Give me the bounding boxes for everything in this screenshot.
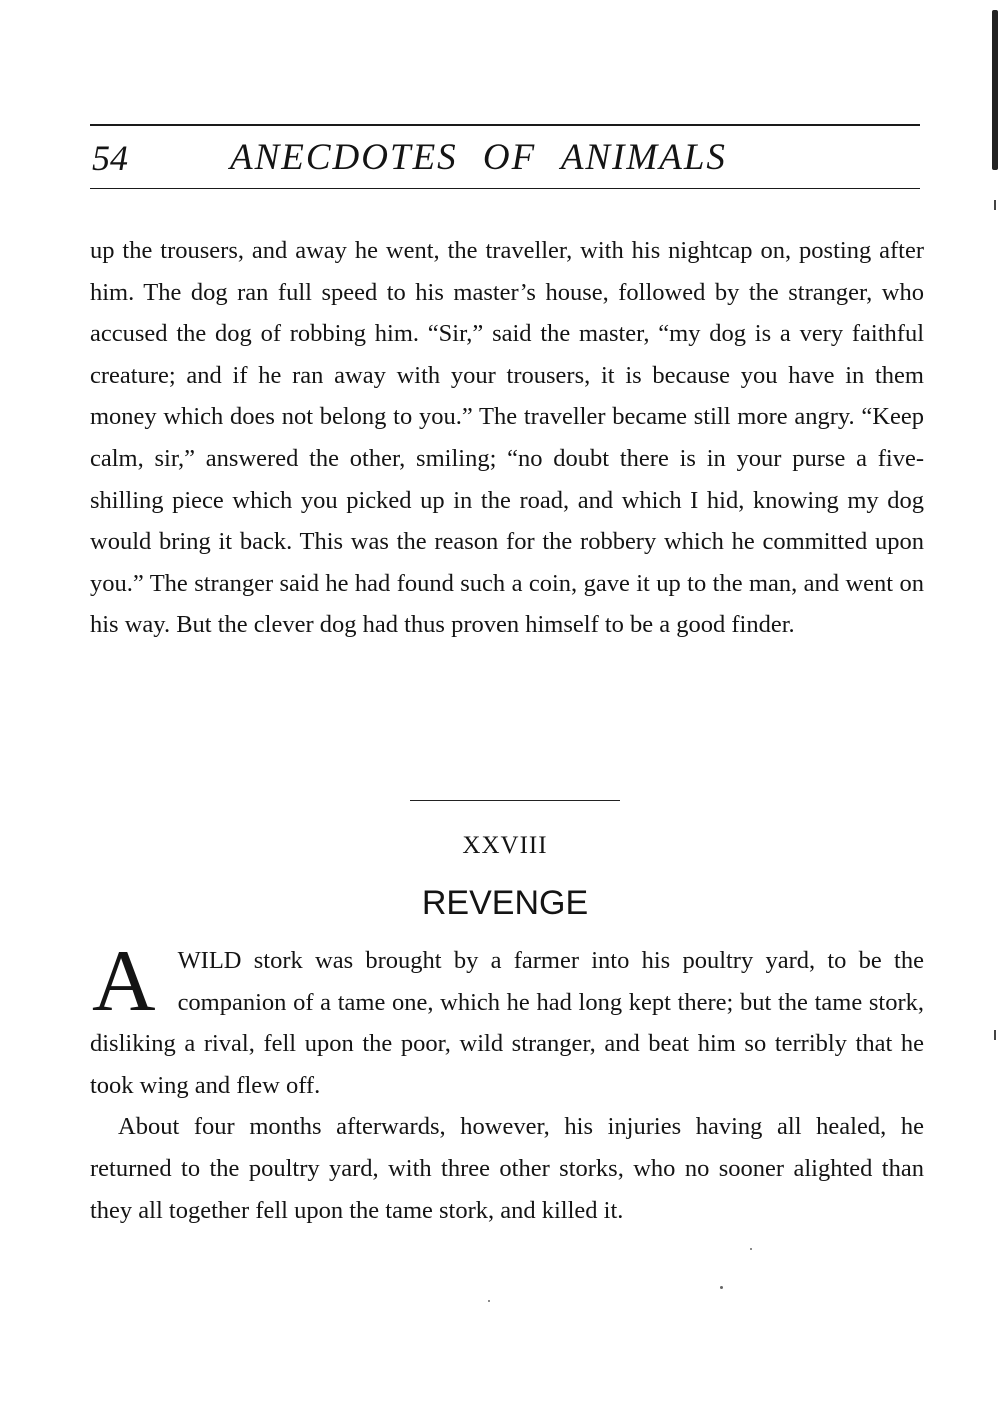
header-top-rule bbox=[90, 124, 920, 126]
chapter-title: REVENGE bbox=[421, 884, 589, 922]
page-edge-mark bbox=[992, 10, 998, 170]
chapter-text bbox=[90, 933, 924, 1231]
page-edge-tick bbox=[994, 1030, 996, 1040]
drop-cap: A bbox=[92, 933, 156, 1030]
paper-speck bbox=[488, 1300, 490, 1302]
continued-paragraph: up the trousers, and away he went, the traveller, with his nightcap on, posting after him. The dog ran full speed to his master’s house, followed by the stranger, who accused the dog of robbing him. “Sir,” said the master, “my dog is a very faithful creature; and if he ran away with your trousers, it is because you have in them money which does not belong to you.” The traveller became still more angry. “Keep calm, sir,” answered the other, smiling; “no doubt there is in your purse a five-shilling piece which you picked up in the road, and which I hid, knowing my dog would bring it back. This was the reason for the robbery which he committed upon you.” The stranger said he had found such a coin, gave it up to the man, and went on his way. But the clever dog had thus proven himself to be a good finder. bbox=[90, 237, 924, 639]
paper-speck bbox=[720, 1286, 723, 1289]
running-title: ANECDOTES OF ANIMALS bbox=[230, 137, 727, 178]
section-divider bbox=[410, 800, 620, 801]
page-edge-tick bbox=[994, 200, 996, 210]
chapter-number: XXVIII bbox=[462, 832, 548, 859]
first-paragraph: WILD stork was brought by a farmer into his poultry yard, to be the companion of a tame one, which he had long kept there; but the tame stork, disliking a rival, fell upon the poor, wild stranger, and beat him so terribly that he took wing and flew off. bbox=[90, 947, 924, 1099]
page-number: 54 bbox=[92, 138, 128, 178]
header-bottom-rule bbox=[90, 188, 920, 189]
paper-speck bbox=[750, 1248, 752, 1250]
second-paragraph: About four months afterwards, however, his injuries having all healed, he returned to the poultry yard, with three other storks, who no sooner alighted than they all together fell upon the tame stork, and killed it. bbox=[90, 1113, 924, 1224]
